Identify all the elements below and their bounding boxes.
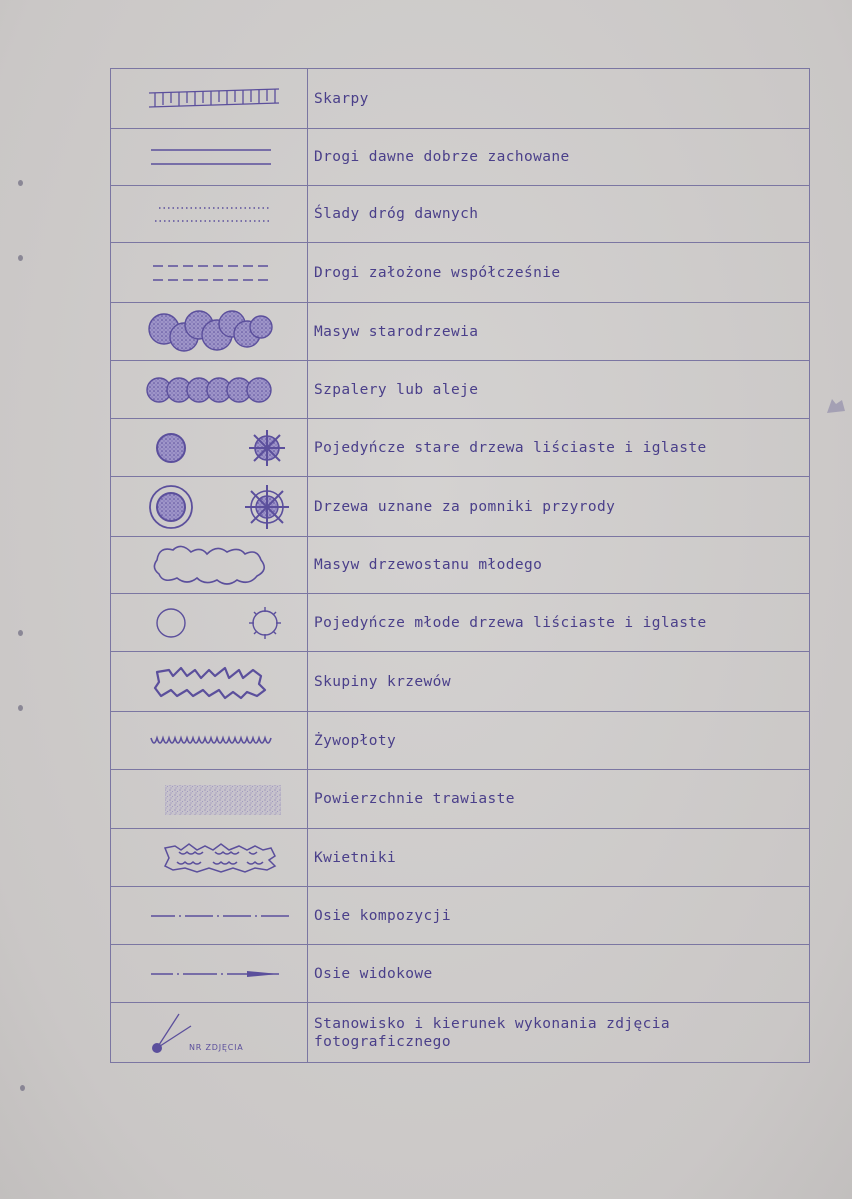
hedge-icon — [129, 726, 289, 756]
legend-label: Żywopłoty — [308, 712, 810, 770]
monument-trees-icon — [129, 482, 289, 532]
symbol-cell — [111, 243, 308, 303]
legend-row — [111, 594, 810, 652]
legend-label: Skupiny krzewów — [308, 652, 810, 712]
legend-row — [111, 477, 810, 537]
flowerbed-icon — [129, 838, 289, 878]
photo-number-label: NR ZDJĘCIA — [189, 1042, 244, 1052]
old-tree-mass-icon — [129, 307, 289, 357]
symbol-cell — [111, 477, 308, 537]
legend-label: Drogi założone współcześnie — [308, 243, 810, 303]
legend-row — [111, 652, 810, 712]
legend-label: Masyw drzewostanu młodego — [308, 537, 810, 594]
legend-label: Szpalery lub aleje — [308, 361, 810, 419]
stamp-mark-icon — [824, 395, 848, 417]
symbol-cell — [111, 652, 308, 712]
young-stand-mass-icon — [129, 540, 289, 590]
legend-row — [111, 537, 810, 594]
photo-position-icon — [129, 1008, 289, 1058]
legend-row — [111, 69, 810, 129]
grass-surface-icon — [129, 779, 289, 819]
legend-row — [111, 887, 810, 945]
escarpment-symbol-icon — [129, 79, 289, 119]
legend-row — [111, 829, 810, 887]
legend-label: Drzewa uznane za pomniki przyrody — [308, 477, 810, 537]
composition-axis-icon — [129, 906, 289, 926]
single-old-trees-icon — [129, 426, 289, 470]
view-axis-icon — [129, 964, 289, 984]
single-young-trees-icon — [129, 601, 289, 645]
legend-row — [111, 1003, 810, 1063]
legend-label: Powierzchnie trawiaste — [308, 770, 810, 829]
double-solid-lines-icon — [129, 142, 289, 172]
legend-label: Pojedyńcze stare drzewa liściaste i iglaste — [308, 419, 810, 477]
double-dashed-lines-icon — [129, 258, 289, 288]
legend-label: Skarpy — [308, 69, 810, 129]
symbol-cell — [111, 69, 308, 129]
binder-hole — [18, 705, 23, 711]
double-dotted-lines-icon — [129, 199, 289, 229]
legend-row — [111, 361, 810, 419]
symbol-cell — [111, 1003, 308, 1063]
binder-hole — [20, 1085, 25, 1091]
legend-label: Kwietniki — [308, 829, 810, 887]
symbol-cell — [111, 594, 308, 652]
tree-row-icon — [129, 370, 289, 410]
legend-row — [111, 712, 810, 770]
legend-row — [111, 186, 810, 243]
legend-label: Masyw starodrzewia — [308, 303, 810, 361]
symbol-cell — [111, 770, 308, 829]
legend-row — [111, 770, 810, 829]
symbol-cell — [111, 361, 308, 419]
symbol-cell — [111, 945, 308, 1003]
symbol-cell — [111, 829, 308, 887]
legend-label: Osie kompozycji — [308, 887, 810, 945]
symbol-cell — [111, 186, 308, 243]
legend-row — [111, 419, 810, 477]
legend-row — [111, 945, 810, 1003]
binder-hole — [18, 255, 23, 261]
symbol-cell — [111, 419, 308, 477]
symbol-cell — [111, 712, 308, 770]
legend-label: Ślady dróg dawnych — [308, 186, 810, 243]
symbol-cell — [111, 537, 308, 594]
legend-table — [110, 68, 810, 1063]
symbol-cell — [111, 303, 308, 361]
symbol-cell — [111, 129, 308, 186]
legend-row — [111, 129, 810, 186]
legend-label: Stanowisko i kierunek wykonania zdjęcia fotograficznego — [308, 1003, 810, 1063]
legend-label: Drogi dawne dobrze zachowane — [308, 129, 810, 186]
symbol-cell — [111, 887, 308, 945]
legend-row — [111, 243, 810, 303]
legend-label: Osie widokowe — [308, 945, 810, 1003]
shrub-group-icon — [129, 662, 289, 702]
binder-hole — [18, 630, 23, 636]
binder-hole — [18, 180, 23, 186]
legend-label: Pojedyńcze młode drzewa liściaste i iglaste — [308, 594, 810, 652]
legend-row — [111, 303, 810, 361]
